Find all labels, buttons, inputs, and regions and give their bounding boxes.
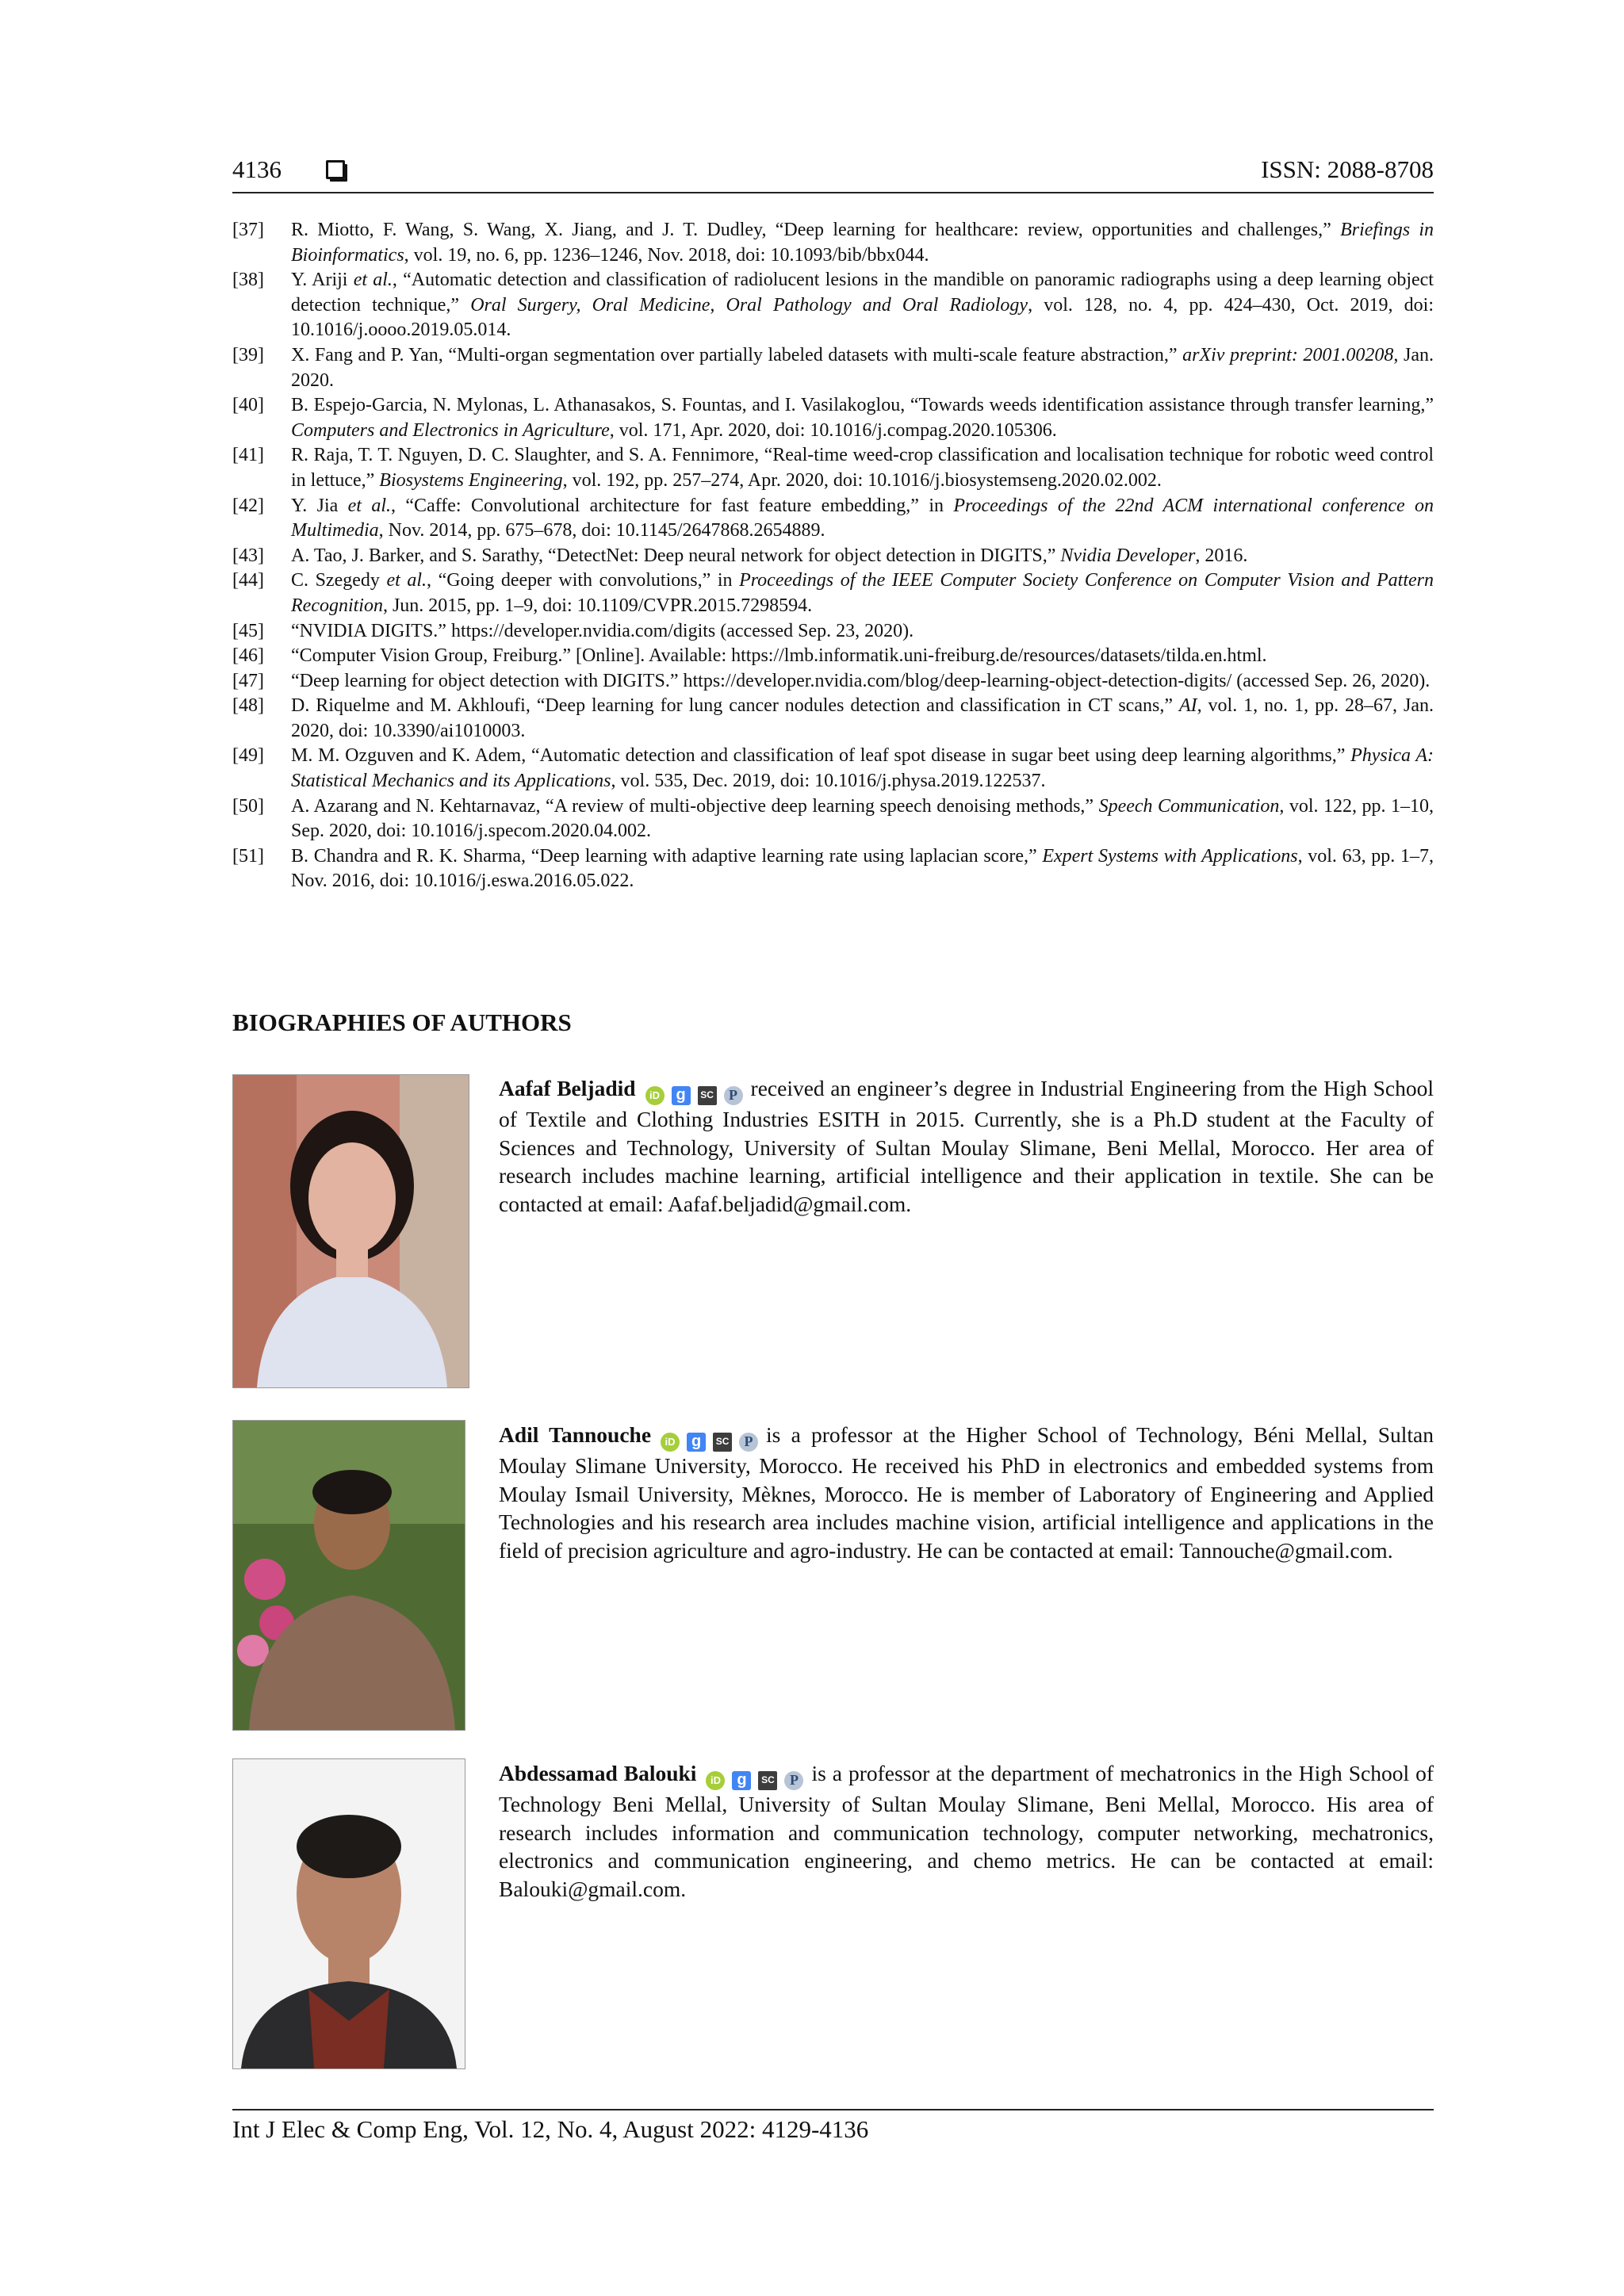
reference-number: [37] [232,220,264,240]
scopus-icon[interactable]: SC [713,1433,732,1452]
publons-icon[interactable]: P [724,1086,743,1105]
reference-italic-segment: arXiv preprint: 2001.00208 [1182,344,1394,365]
orcid-icon[interactable]: iD [645,1086,665,1105]
reference-italic-segment: AI [1178,695,1197,717]
reference-segment: C. Szegedy [291,570,387,591]
reference-number: [47] [232,670,264,691]
reference-italic-segment: Proceedings of the IEEE Computer Society Conference on Computer Vision and Pattern Recognition [291,570,1434,616]
reference-italic-segment: et al. [386,570,427,591]
reference-text [291,343,1434,393]
scopus-icon[interactable]: SC [758,1771,777,1790]
reference-item [232,619,1434,645]
publons-icon[interactable]: P [784,1771,803,1790]
reference-item [232,568,1434,618]
reference-segment: , Jun. 2015, pp. 1–9, doi: 10.1109/CVPR.2015.7298594. [382,595,813,616]
page-header [232,155,1434,193]
reference-segment: D. Riquelme and M. Akhloufi, “Deep learning for lung cancer nodules detection and classification in CT scans,” [291,695,1179,717]
author-bio-balouki [499,1759,1434,1904]
reference-italic-segment: Oral Surgery, Oral Medicine, Oral Pathology and Oral Radiology [470,294,1028,316]
author-name: Adil Tannouche [499,1422,652,1447]
reference-text [291,544,1434,569]
reference-item [232,218,1434,268]
reference-segment: X. Fang and P. Yan, “Multi-organ segmentation over partially labeled datasets with multi-scale feature abstraction,” [291,344,1183,365]
reference-text [291,794,1434,844]
reference-segment: , “Going deeper with convolutions,” in [427,570,740,591]
checkbox-square-icon [326,160,345,179]
page-footer: Int J Elec & Comp Eng, Vol. 12, No. 4, August 2022: 4129-4136 [232,2109,1434,2144]
reference-italic-segment: Speech Communication [1098,795,1280,817]
reference-item [232,393,1434,443]
google-scholar-icon[interactable]: g [687,1433,706,1452]
reference-number: [41] [232,445,264,466]
reference-segment: , “Caffe: Convolutional architecture for fast feature embedding,” in [391,495,954,516]
reference-segment: Y. Ariji [291,270,354,291]
reference-item [232,644,1434,669]
author-bio-tannouche [499,1421,1434,1565]
reference-italic-segment: Computers and Electronics in Agriculture [291,419,610,441]
author-bio-beljadid [499,1074,1434,1219]
reference-number: [48] [232,695,264,717]
reference-list [232,218,1434,894]
reference-text [291,268,1434,343]
google-scholar-icon[interactable]: g [672,1086,691,1105]
reference-text [291,568,1434,618]
reference-item [232,343,1434,393]
reference-italic-segment: Physica A: Statistical Mechanics and its Applications [291,745,1434,792]
reference-text [291,443,1434,493]
reference-number: [39] [232,344,264,365]
reference-number: [49] [232,745,264,767]
publons-icon[interactable]: P [739,1433,758,1452]
reference-item [232,694,1434,744]
reference-segment: , vol. 192, pp. 257–274, Apr. 2020, doi: 10.1016/j.biosystemseng.2020.02.002. [562,469,1162,491]
author-bio-text: received an engineer’s degree in Industrial Engineering from the High School of Textile and Clothing Industries ESITH in 2015. Currently, she is a Ph.D student at the Faculty of Sciences and Technology, University of Sultan Moulay Slimane, Beni Mellal, Morocco. Her area of research includes machine learning, artificial intelligence and their application in textile. She can be contacted at email: Aafaf.beljadid@gmail.com. [499,1076,1434,1217]
reference-segment: M. M. Ozguven and K. Adem, “Automatic detection and classification of leaf spot disease in sugar beet using deep learning algorithms,” [291,745,1351,767]
reference-item [232,744,1434,794]
reference-segment: , vol. 19, no. 6, pp. 1236–1246, Nov. 2018, doi: 10.1093/bib/bbx044. [404,244,929,266]
reference-segment: , vol. 535, Dec. 2019, doi: 10.1016/j.physa.2019.122537. [611,771,1046,792]
reference-italic-segment: et al. [353,270,393,291]
reference-segment: R. Miotto, F. Wang, S. Wang, X. Jiang, and J. T. Dudley, “Deep learning for healthcare: review, opportunities and challenges,” [291,220,1341,240]
reference-text [291,218,1434,268]
reference-segment: B. Espejo-Garcia, N. Mylonas, L. Athanasakos, S. Fountas, and I. Vasilakoglou, “Towards weeds identification assistance through transfer learning,” [291,395,1434,416]
reference-segment: R. Raja, T. T. Nguyen, D. C. Slaughter, and S. A. Fennimore, “Real-time weed-crop classification and localisation technique for robotic weed control in lettuce,” [291,445,1434,491]
reference-text [291,393,1434,443]
reference-italic-segment: et al. [347,495,392,516]
reference-italic-segment: Expert Systems with Applications [1042,845,1298,867]
reference-segment: , “Automatic detection and classification of radiolucent lesions in the mandible on panoramic radiographs using a deep learning object detection technique,” [291,270,1434,316]
reference-italic-segment: Biosystems Engineering [379,469,563,491]
reference-item [232,844,1434,894]
reference-segment: , vol. 1, no. 1, pp. 28–67, Jan. 2020, doi: 10.3390/ai1010003. [291,695,1434,741]
reference-segment: B. Chandra and R. K. Sharma, “Deep learning with adaptive learning rate using laplacian score,” [291,845,1043,867]
orcid-icon[interactable]: iD [706,1771,725,1790]
reference-item [232,268,1434,343]
reference-item [232,443,1434,493]
reference-segment: A. Tao, J. Barker, and S. Sarathy, “DetectNet: Deep neural network for object detection in DIGITS,” [291,545,1061,566]
reference-number: [45] [232,620,264,641]
reference-item [232,669,1434,695]
reference-italic-segment: Proceedings of the 22nd ACM international conference on Multimedia [291,495,1434,541]
reference-number: [40] [232,395,264,416]
reference-segment: “Computer Vision Group, Freiburg.” [Online]. Available: https://lmb.informatik.uni-freiburg.de/resources/datasets/tilda.en.html. [291,645,1267,667]
reference-segment: , vol. 63, pp. 1–7, Nov. 2016, doi: 10.1016/j.eswa.2016.05.022. [291,845,1434,892]
reference-segment: , 2016. [1195,545,1248,566]
reference-number: [43] [232,545,264,566]
reference-segment: , vol. 128, no. 4, pp. 424–430, Oct. 2019, doi: 10.1016/j.oooo.2019.05.014. [291,294,1434,341]
reference-segment: “Deep learning for object detection with DIGITS.” https://developer.nvidia.com/blog/deep-learning-object-detection-digits/ (accessed Sep. 26, 2020). [291,670,1431,691]
author-photo-balouki [232,1758,465,2069]
author-bio-text: is a professor at the department of mechatronics in the High School of Technology Beni Mellal, University of Sultan Moulay Slimane, Beni Mellal, Morocco. His area of research includes information and communication technology, computer networking, mechatronics, electronics and communication engineering, and chemo metrics. He can be contacted at email: Balouki@gmail.com. [499,1761,1434,1902]
reference-segment: , Nov. 2014, pp. 675–678, doi: 10.1145/2647868.2654889. [378,520,825,541]
reference-number: [42] [232,495,264,516]
reference-italic-segment: Briefings in Bioinformatics [291,220,1434,266]
author-photo-tannouche [232,1420,465,1731]
reference-segment: , Jan. 2020. [291,344,1434,391]
page-number: 4136 [232,155,282,183]
reference-number: [38] [232,270,264,291]
reference-number: [46] [232,645,264,667]
orcid-icon[interactable]: iD [661,1433,680,1452]
author-photo-beljadid [232,1074,469,1388]
section-heading: BIOGRAPHIES OF AUTHORS [232,1008,572,1036]
author-bio-text: is a professor at the Higher School of Technology, Béni Mellal, Sultan Moulay Slimane University, Morocco. He received his PhD in electronics and embedded systems from Moulay Ismail University, Mèknes, Morocco. He is member of Laboratory of Engineering and Applied Technologies and his research area includes machine vision, artificial intelligence and applications in the field of precision agriculture and agro-industry. He can be contacted at email: Tannouche@gmail.com. [499,1422,1434,1563]
reference-segment: “NVIDIA DIGITS.” https://developer.nvidia.com/digits (accessed Sep. 23, 2020). [291,620,914,641]
reference-text [291,494,1434,544]
reference-text [291,644,1434,669]
reference-item [232,494,1434,544]
reference-text [291,694,1434,744]
reference-item [232,794,1434,844]
reference-segment: , vol. 171, Apr. 2020, doi: 10.1016/j.compag.2020.105306. [609,419,1057,441]
reference-number: [51] [232,845,264,867]
reference-text [291,744,1434,794]
reference-segment: , vol. 122, pp. 1–10, Sep. 2020, doi: 10.1016/j.specom.2020.04.002. [291,795,1434,842]
reference-text [291,619,1434,645]
reference-italic-segment: Nvidia Developer [1060,545,1196,566]
reference-item [232,544,1434,569]
author-name: Aafaf Beljadid [499,1076,636,1100]
google-scholar-icon[interactable]: g [732,1771,751,1790]
reference-text [291,844,1434,894]
reference-text [291,669,1434,695]
reference-segment: Y. Jia [291,495,348,516]
author-name: Abdessamad Balouki [499,1761,697,1785]
reference-segment: A. Azarang and N. Kehtarnavaz, “A review of multi-objective deep learning speech denoising methods,” [291,795,1099,817]
issn: ISSN: 2088-8708 [1261,155,1434,183]
scopus-icon[interactable]: SC [698,1086,717,1105]
reference-number: [44] [232,570,264,591]
reference-number: [50] [232,795,264,817]
